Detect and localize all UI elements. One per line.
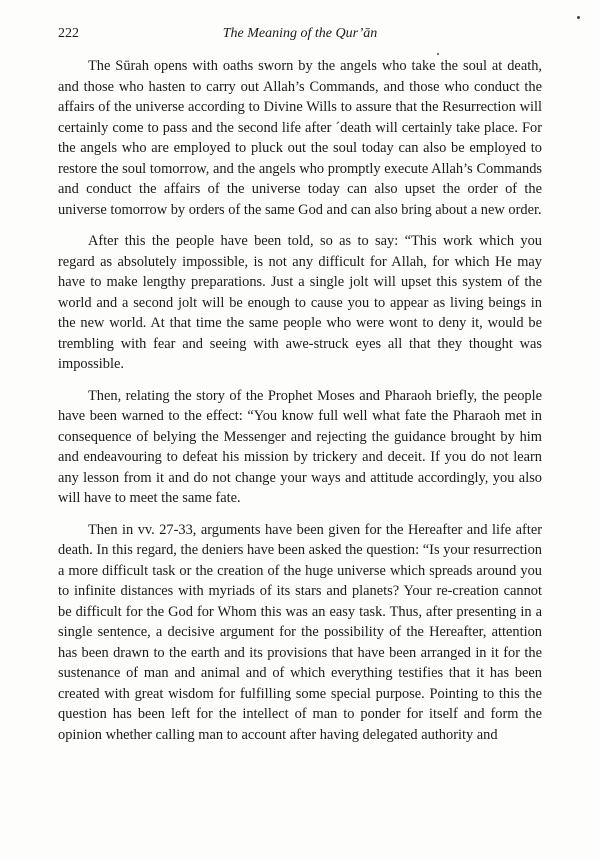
page-number: 222 (58, 26, 79, 41)
paragraph-1: The Sūrah opens with oaths sworn by the angels who take the soul at death, and those who hasten to carry out Allah’s Commands, and those who conduct the affairs of the universe according to Divine Wills to assure that the Resurrection will certainly come to pass and the second life after ´death will certainly take place. For the angels who are employed to pluck out the soul today can also be employed to restore the soul tomorrow, and the angels who promptly execute Allah’s Commands and conduct the affairs of the universe today can also upset the order of the universe tomorrow by orders of the same God and can also bring about a new order. (58, 58, 542, 218)
scan-speck (577, 16, 580, 19)
paragraph-4: Then in vv. 27-33, arguments have been given for the Hereafter and life after death. In this regard, the deniers have been asked the question: “Is your resurrection a more difficult task or the creation of the huge universe which spreads around you to infinite distances with myriads of its stars and planets? Your re-creation cannot be difficult for the God for Whom this was an easy task. Thus, after presenting in a single sentence, a decisive argument for the possibility of the Hereafter, attention has been drawn to the earth and its provisions that have been arranged in it for the sustenance of man and animal and of which everything testifies that it has been created with great wisdom for fulfilling some special purpose. Pointing to this the question has been left for the intellect of man to ponder for itself and form the opinion whether calling man to account after having delegated authority and (58, 521, 542, 743)
scan-speck (437, 53, 439, 55)
body-text (58, 56, 542, 745)
book-title: The Meaning of the Qur’ān (222, 26, 378, 41)
paragraph-3: Then, relating the story of the Prophet Moses and Pharaoh briefly, the people have been warned to the effect: “You know full well what fate the Pharaoh met in consequence of belying the Messenger and rejecting the guidance brought by him and endeavouring to defeat his mission by trickery and deceit. If you do not learn any lesson from it and do not change your ways and attitude accordingly, you also will have to meet the same fate. (58, 387, 542, 506)
book-page (58, 22, 542, 852)
running-head (58, 22, 542, 46)
paragraph-2: After this the people have been told, so as to say: “This work which you regard as absolutely impossible, is not any difficult for Allah, for which He may have to make lengthy preparations. Just a single jolt will upset this system of the world and a second jolt will be enough to cause you to appear as living beings in the new world. At that time the same people who were wont to deny it, would be trembling with fear and seeing with awe-struck eyes all that they thought was impossible. (58, 233, 542, 372)
